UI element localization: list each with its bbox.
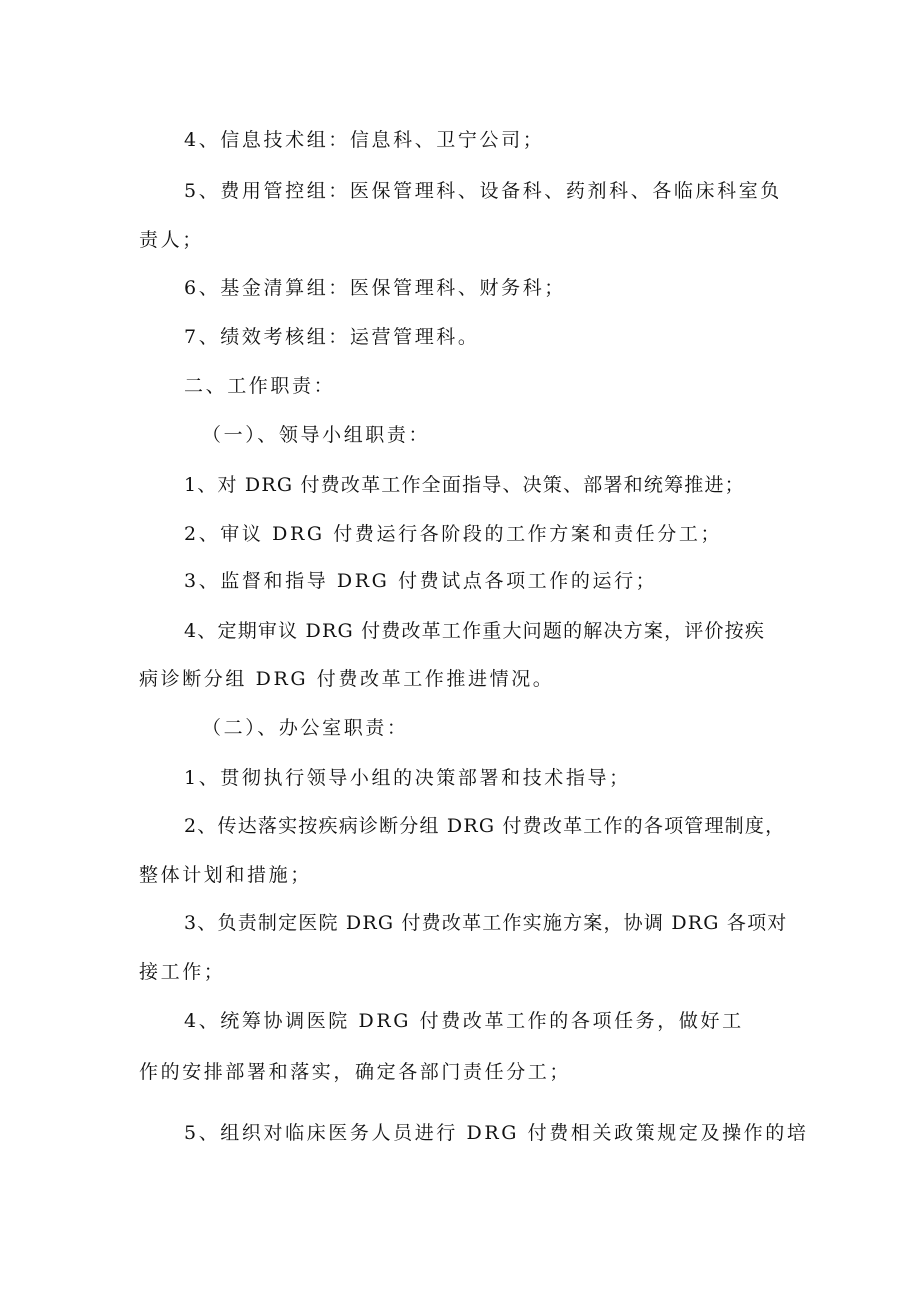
paragraph-line: 3、负责制定医院 DRG 付费改革工作实施方案，协调 DRG 各项对 <box>184 912 788 934</box>
paragraph-line: 2、审议 DRG 付费运行各阶段的工作方案和责任分工； <box>184 523 723 545</box>
paragraph-line: 4、定期审议 DRG 付费改革工作重大问题的解决方案，评价按疾 <box>184 620 766 642</box>
paragraph-line: 接工作； <box>139 961 226 983</box>
paragraph-line: 责人； <box>139 229 204 251</box>
paragraph-line: 4、统筹协调医院 DRG 付费改革工作的各项任务，做好工 <box>184 1010 744 1032</box>
paragraph-line: 5、费用管控组：医保管理科、设备科、药剂科、各临床科室负 <box>184 180 782 202</box>
paragraph-line: 1、对 DRG 付费改革工作全面指导、决策、部署和统筹推进； <box>184 474 745 496</box>
subsection-heading: （二）、办公室职责： <box>202 717 409 739</box>
paragraph-line: 4、信息技术组：信息科、卫宁公司； <box>184 129 545 151</box>
paragraph-line: 整体计划和措施； <box>139 864 312 886</box>
subsection-heading: （一）、领导小组职责： <box>202 424 431 446</box>
section-heading: 二、工作职责： <box>184 375 336 397</box>
paragraph-line: 3、监督和指导 DRG 付费试点各项工作的运行； <box>184 570 658 592</box>
paragraph-line: 5、组织对临床医务人员进行 DRG 付费相关政策规定及操作的培 <box>184 1122 809 1144</box>
paragraph-line: 7、绩效考核组：运营管理科。 <box>184 326 480 348</box>
paragraph-line: 1、贯彻执行领导小组的决策部署和技术指导； <box>184 767 631 789</box>
paragraph-line: 病诊断分组 DRG 付费改革工作推进情况。 <box>139 668 555 690</box>
paragraph-line: 6、基金清算组：医保管理科、财务科； <box>184 277 566 299</box>
paragraph-line: 作的安排部署和落实，确定各部门责任分工； <box>139 1061 572 1083</box>
paragraph-line: 2、传达落实按疾病诊断分组 DRG 付费改革工作的各项管理制度， <box>184 815 786 837</box>
